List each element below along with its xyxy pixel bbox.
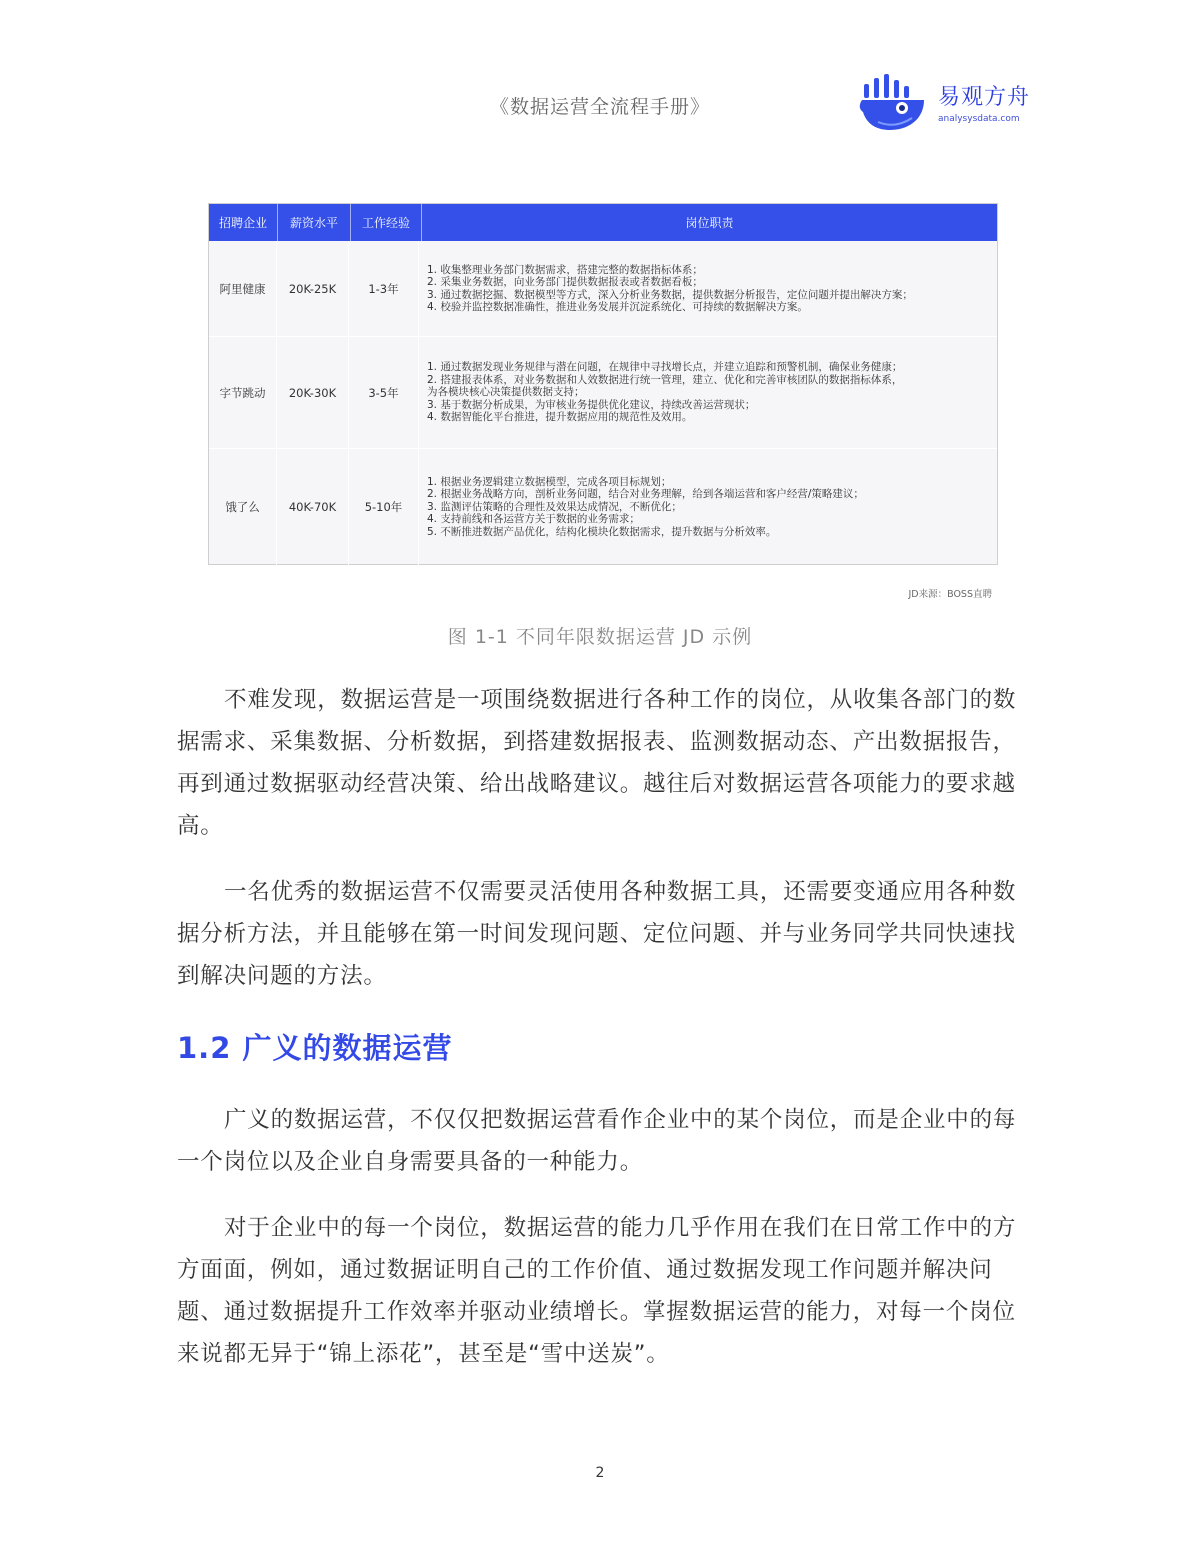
duty-item: 3. 基于数据分析成果，为审核业务提供优化建议，持续改善运营现状； xyxy=(427,398,756,411)
jd-table-header xyxy=(209,204,997,241)
company-cell: 阿里健康 xyxy=(209,241,277,336)
body-paragraph: 对于企业中的每一个岗位，数据运营的能力几乎作用在我们在日常工作中的方方面面，例如，通过数据证明自己的工作价值、通过数据发现工作问题并解决问题、通过数据提升工作效率并驱动业绩增长。掌握数据运营的能力，对每一个岗位来说都无异于“锦上添花”，甚至是“雪中送炭”。 xyxy=(177,1215,1017,1367)
salary-cell: 20K-30K xyxy=(277,337,349,448)
column-header-experience: 工作经验 xyxy=(351,204,422,241)
column-header-company: 招聘企业 xyxy=(209,204,278,241)
experience-cell: 5-10年 xyxy=(349,449,419,565)
jd-table-body xyxy=(209,241,997,566)
column-header-duties: 岗位职责 xyxy=(685,216,734,230)
duties-cell xyxy=(419,337,997,448)
figure-caption: 图 1-1 不同年限数据运营 JD 示例 xyxy=(447,626,753,648)
page-number: 2 xyxy=(595,1465,605,1481)
body-paragraph: 不难发现，数据运营是一项围绕数据进行各种工作的岗位，从收集各部门的数据需求、采集数据、分析数据，到搭建数据报表、监测数据动态、产出数据报告，再到通过数据驱动经营决策、给出战略建议。越往后对数据运营各项能力的要求越高。 xyxy=(177,687,1017,839)
duty-list xyxy=(427,476,864,539)
duties-cell xyxy=(419,241,997,336)
experience-cell: 1-3年 xyxy=(349,241,419,336)
duty-item: 2. 根据业务战略方向，剖析业务问题，结合对业务理解，给到各端运营和客户经营/策略建议； xyxy=(427,488,864,501)
logo-brand-name: 易观方舟 xyxy=(938,85,1031,110)
whale-logo-icon xyxy=(858,70,930,132)
body-paragraph: 广义的数据运营，不仅仅把数据运营看作企业中的某个岗位，而是企业中的每一个岗位以及企业自身需要具备的一种能力。 xyxy=(177,1107,1017,1175)
experience-cell: 3-5年 xyxy=(349,337,419,448)
duties-cell xyxy=(419,449,997,565)
duty-item: 1. 根据业务逻辑建立数据模型，完成各项目标规划； xyxy=(427,475,672,488)
duty-item: 1. 通过数据发现业务规律与潜在问题，在规律中寻找增长点，并建立追踪和预警机制，确保业务健康； xyxy=(427,361,903,374)
duty-item: 为各模块核心决策提供数据支持； xyxy=(427,386,585,399)
logo-url: analysysdata.com xyxy=(938,114,1020,124)
table-row xyxy=(209,449,997,566)
duty-item: 2. 搭建报表体系，对业务数据和人效数据进行统一管理，建立、优化和完善审核团队的数据指标体系， xyxy=(427,373,903,386)
salary-cell: 40K-70K xyxy=(277,449,349,565)
table-source-note: JD来源：BOSS直聘 xyxy=(908,589,992,600)
duty-item: 4. 数据智能化平台推进，提升数据应用的规范性及效用。 xyxy=(427,411,693,424)
jd-table xyxy=(208,203,998,565)
table-row xyxy=(209,241,997,337)
duty-item: 1. 收集整理业务部门数据需求，搭建完整的数据指标体系； xyxy=(427,263,703,276)
table-row xyxy=(209,337,997,449)
duty-item: 3. 监测评估策略的合理性及效果达成情况，不断优化； xyxy=(427,500,682,513)
duty-item: 5. 不断推进数据产品优化，结构化模块化数据需求，提升数据与分析效率。 xyxy=(427,525,777,538)
duty-item: 4. 支持前线和各运营方关于数据的业务需求； xyxy=(427,513,640,526)
duty-item: 3. 通过数据挖掘、数据模型等方式，深入分析业务数据，提供数据分析报告，定位问题并提出解决方案； xyxy=(427,288,913,301)
company-cell: 饿了么 xyxy=(209,449,277,565)
company-cell: 字节跳动 xyxy=(209,337,277,448)
body-paragraph: 一名优秀的数据运营不仅需要灵活使用各种数据工具，还需要变通应用各种数据分析方法，并且能够在第一时间发现问题、定位问题、并与业务同学共同快速找到解决问题的方法。 xyxy=(177,879,1017,989)
column-header-salary: 薪资水平 xyxy=(278,204,351,241)
section-heading: 1.2 广义的数据运营 xyxy=(177,1031,453,1065)
duty-list xyxy=(427,264,913,314)
salary-cell: 20K-25K xyxy=(277,241,349,336)
document-header-title: 《数据运营全流程手册》 xyxy=(489,96,710,118)
duty-item: 2. 采集业务数据，向业务部门提供数据报表或者数据看板； xyxy=(427,276,703,288)
duty-item: 4. 校验并监控数据准确性，推进业务发展并沉淀系统化、可持续的数据解决方案。 xyxy=(427,301,808,313)
duty-list xyxy=(427,361,902,424)
brand-logo xyxy=(858,70,1038,132)
